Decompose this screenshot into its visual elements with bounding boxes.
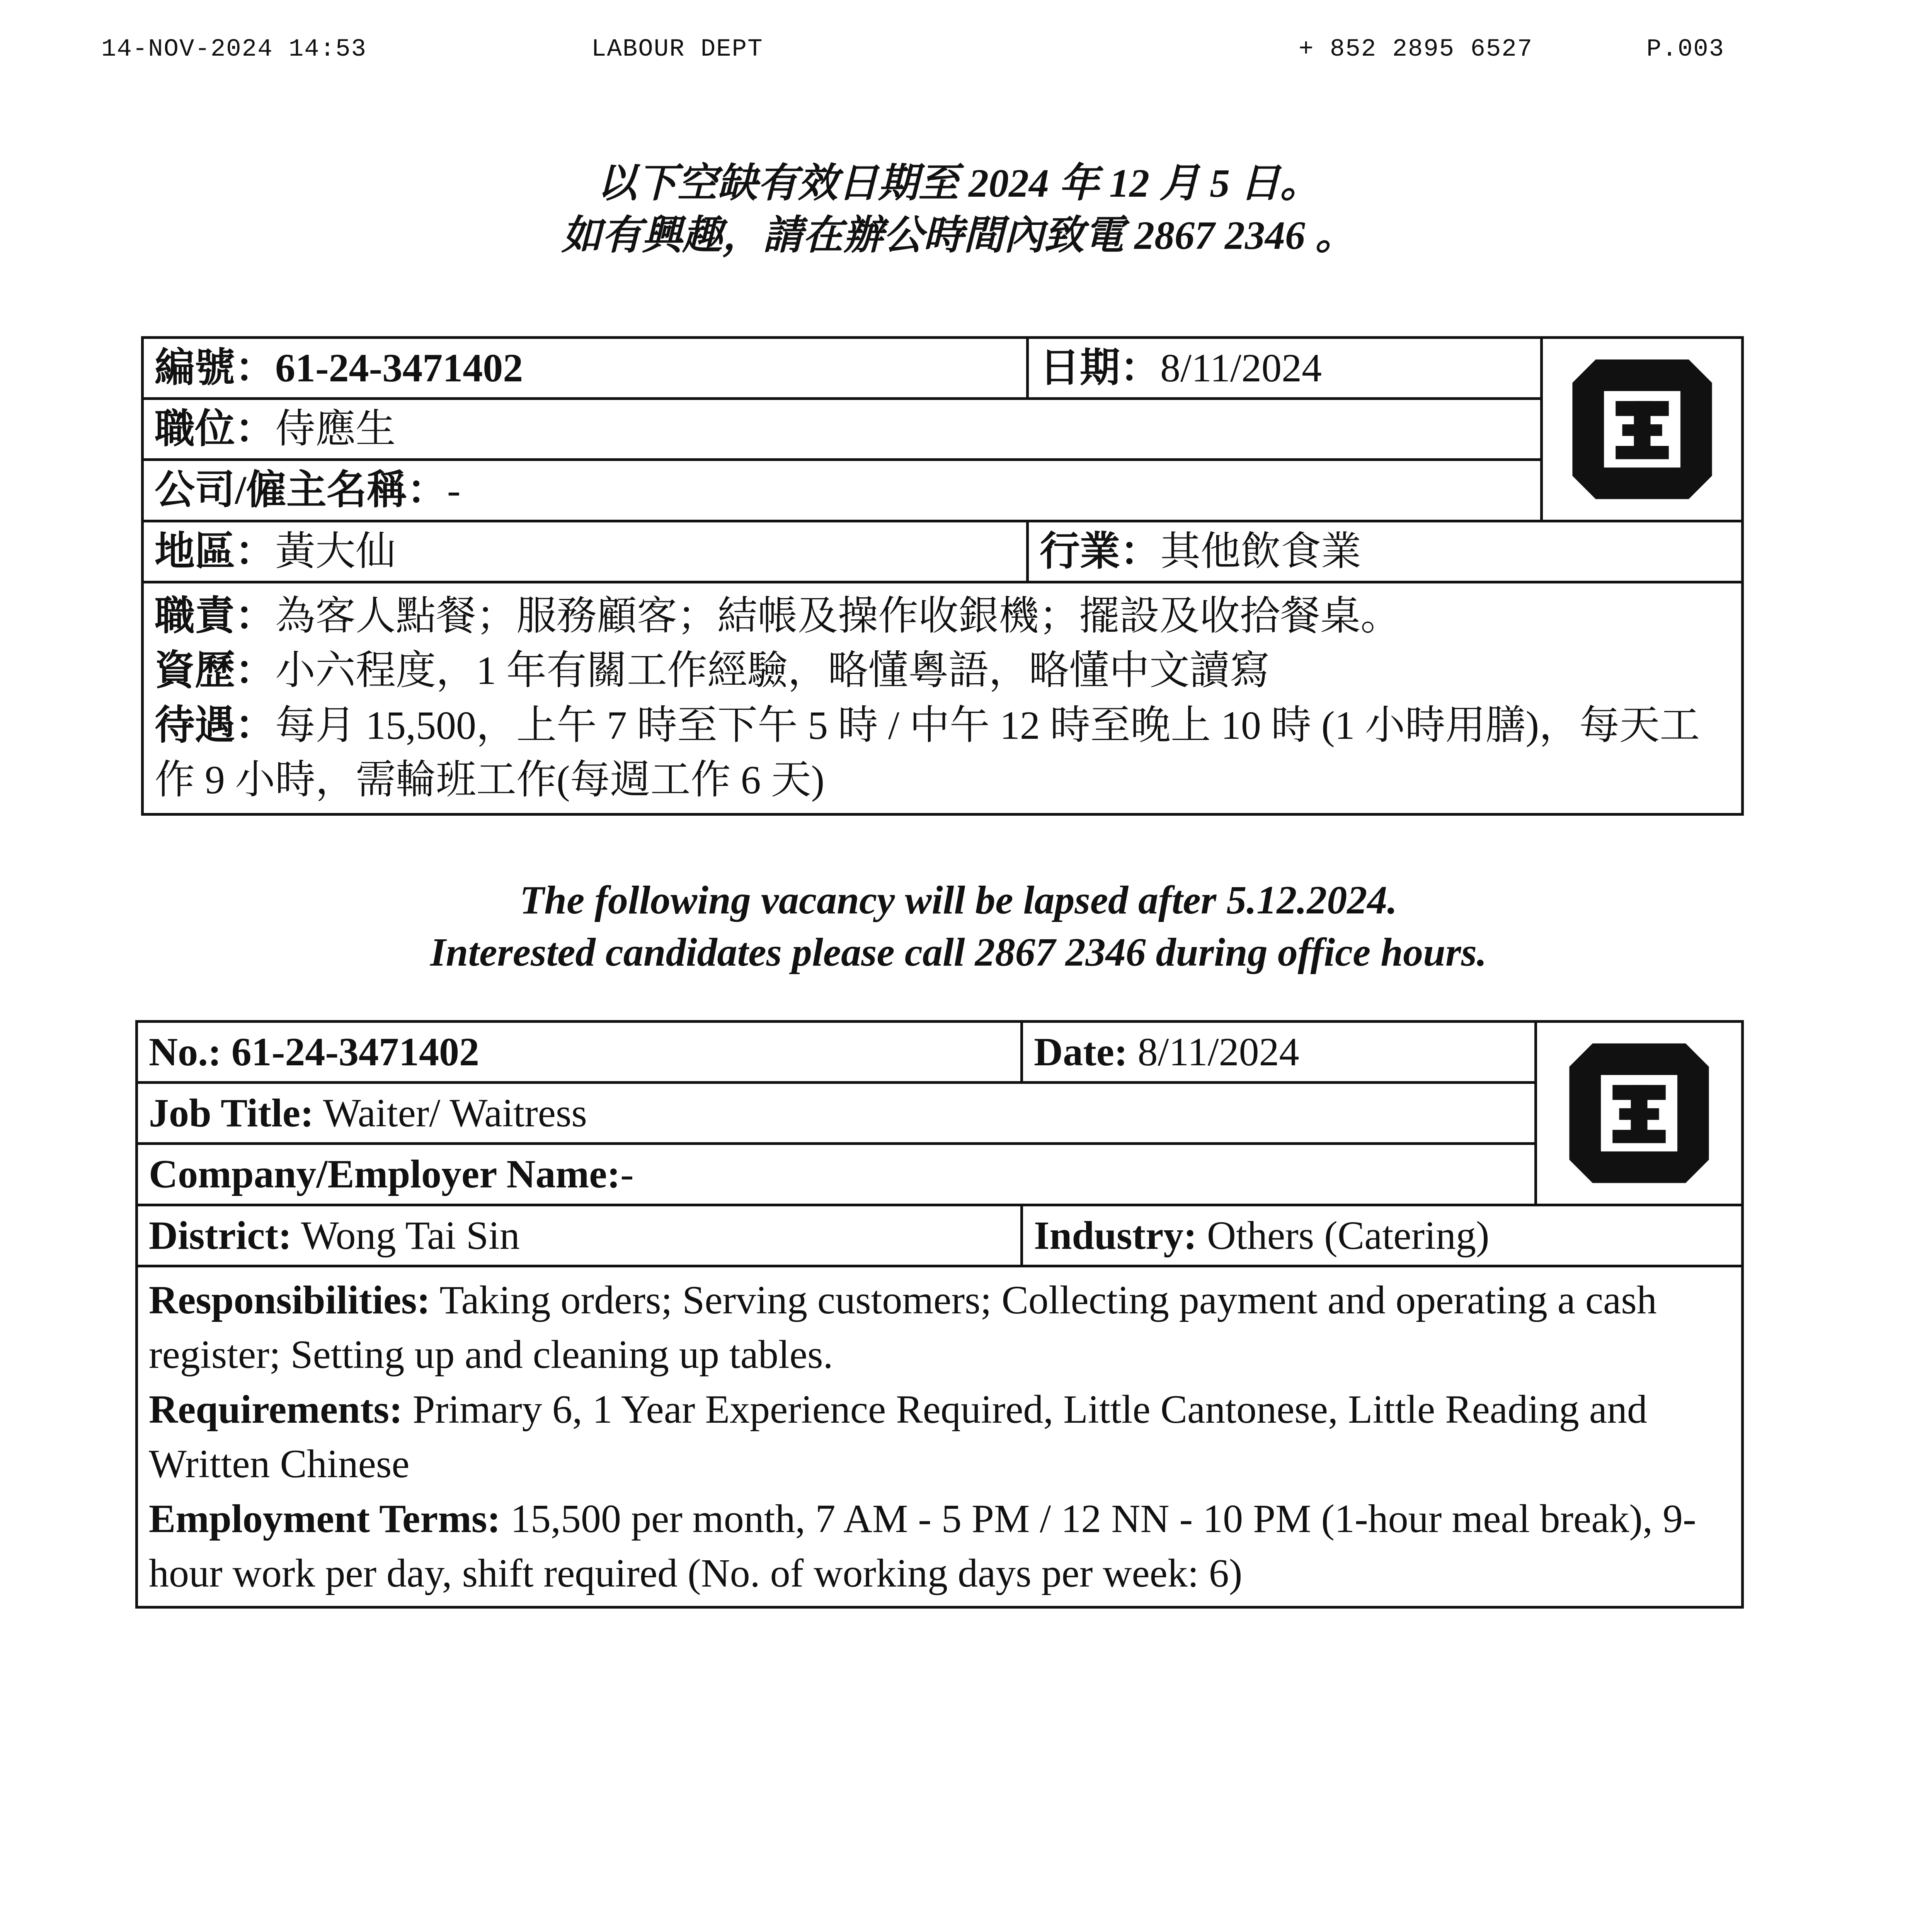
zh-requirements-label: 資歷：: [155, 648, 276, 693]
en-terms-line: [149, 1492, 1730, 1601]
en-date-cell: [1022, 1022, 1536, 1083]
zh-terms-line: [155, 698, 1730, 808]
en-job-title-label: Job Title:: [149, 1091, 314, 1136]
en-industry: Others (Catering): [1207, 1213, 1490, 1258]
fax-datetime: 14-NOV-2024 14:53: [101, 36, 367, 63]
zh-duties: 為客人點餐；服務顧客；結帳及操作收銀機；擺設及收拾餐桌。: [275, 594, 1401, 638]
en-vacancy-table: [135, 1020, 1744, 1609]
en-logo-cell: [1536, 1022, 1743, 1205]
zh-logo-cell: [1542, 338, 1743, 521]
zh-date-cell: [1028, 338, 1542, 399]
en-job-title: Waiter/ Waitress: [323, 1091, 587, 1136]
zh-industry-label: 行業：: [1040, 529, 1161, 574]
en-district-label: District:: [149, 1213, 292, 1258]
en-terms-label: Employment Terms:: [149, 1496, 501, 1541]
zh-notice-line2: 如有興趣，請在辦公時間內致電 2867 2346 。: [561, 213, 1355, 258]
zh-duties-line: [155, 589, 1730, 643]
zh-requirements-line: [155, 643, 1730, 698]
en-industry-label: Industry:: [1034, 1213, 1197, 1258]
zh-vacancy-number-cell: [143, 338, 1028, 399]
fax-sender: LABOUR DEPT: [591, 36, 763, 63]
en-vacancy-number-cell: [137, 1022, 1022, 1083]
en-notice-line1: The following vacancy will be lapsed after 5.12.2024.: [519, 878, 1398, 922]
zh-district-cell: [143, 521, 1028, 582]
zh-vacancy-number: 61-24-3471402: [275, 346, 523, 390]
en-company-cell: [137, 1144, 1536, 1205]
en-date-label: Date:: [1034, 1030, 1128, 1074]
zh-terms-label: 待遇：: [155, 703, 276, 748]
zh-job-title-label: 職位：: [155, 407, 276, 452]
zh-notice-line1: 以下空缺有效日期至 2024 年 12 月 5 日。: [596, 161, 1320, 206]
labour-department-logo-icon: [1556, 1030, 1722, 1196]
zh-date-label: 日期：: [1040, 346, 1161, 390]
en-requirements-line: [149, 1382, 1730, 1492]
labour-department-logo-icon: [1559, 346, 1725, 512]
en-requirements-label: Requirements:: [149, 1387, 403, 1432]
zh-job-title-cell: [143, 399, 1542, 460]
zh-industry: 其他飲食業: [1160, 529, 1362, 574]
en-notice-line2: Interested candidates please call 2867 2346 during office hours.: [430, 930, 1487, 975]
en-details-cell: [137, 1266, 1743, 1607]
zh-vacancy-table: [141, 336, 1744, 816]
en-terms: 15,500 per month, 7 AM - 5 PM / 12 NN - 10 PM (1-hour meal break), 9-hour work per day, shift required (No. of working days per week: 6): [149, 1496, 1696, 1595]
en-industry-cell: [1022, 1205, 1743, 1266]
zh-district: 黃大仙: [275, 529, 396, 574]
zh-details-cell: [143, 582, 1743, 814]
en-responsibilities-label: Responsibilities:: [149, 1277, 431, 1322]
zh-requirements: 小六程度，1 年有關工作經驗，略懂粵語，略懂中文讀寫: [275, 648, 1270, 693]
zh-job-title: 侍應生: [275, 407, 396, 452]
zh-company-label: 公司/僱主名稱：: [155, 468, 447, 513]
en-responsibilities: Taking orders; Serving customers; Collecting payment and operating a cash register; Setting up and cleaning up tables.: [149, 1277, 1657, 1377]
en-responsibilities-line: [149, 1273, 1730, 1382]
zh-company-cell: [143, 460, 1542, 521]
zh-terms: 每月 15,500，上午 7 時至下午 5 時 / 中午 12 時至晚上 10 時 (1 小時用膳)，每天工作 9 小時，需輪班工作(每週工作 6 天): [155, 703, 1700, 803]
en-company-name: -: [620, 1152, 634, 1197]
fax-page-number: P.003: [1646, 36, 1725, 63]
zh-district-label: 地區：: [155, 529, 276, 574]
en-company-label: Company/Employer Name:: [149, 1152, 621, 1197]
en-district: Wong Tai Sin: [301, 1213, 520, 1258]
zh-company-name: -: [447, 468, 461, 513]
zh-vacancy-number-label: 編號：: [155, 346, 276, 390]
zh-duties-label: 職責：: [155, 594, 276, 638]
en-date-value: 8/11/2024: [1137, 1030, 1299, 1074]
en-vacancy-number-label: No.:: [149, 1030, 221, 1074]
en-district-cell: [137, 1205, 1022, 1266]
zh-industry-cell: [1028, 521, 1743, 582]
zh-date-value: 8/11/2024: [1160, 346, 1322, 390]
en-job-title-cell: [137, 1083, 1536, 1144]
en-vacancy-number: 61-24-3471402: [231, 1030, 480, 1074]
fax-phone: + 852 2895 6527: [1299, 36, 1533, 63]
en-requirements: Primary 6, 1 Year Experience Required, Little Cantonese, Little Reading and Written Chinese: [149, 1387, 1647, 1486]
